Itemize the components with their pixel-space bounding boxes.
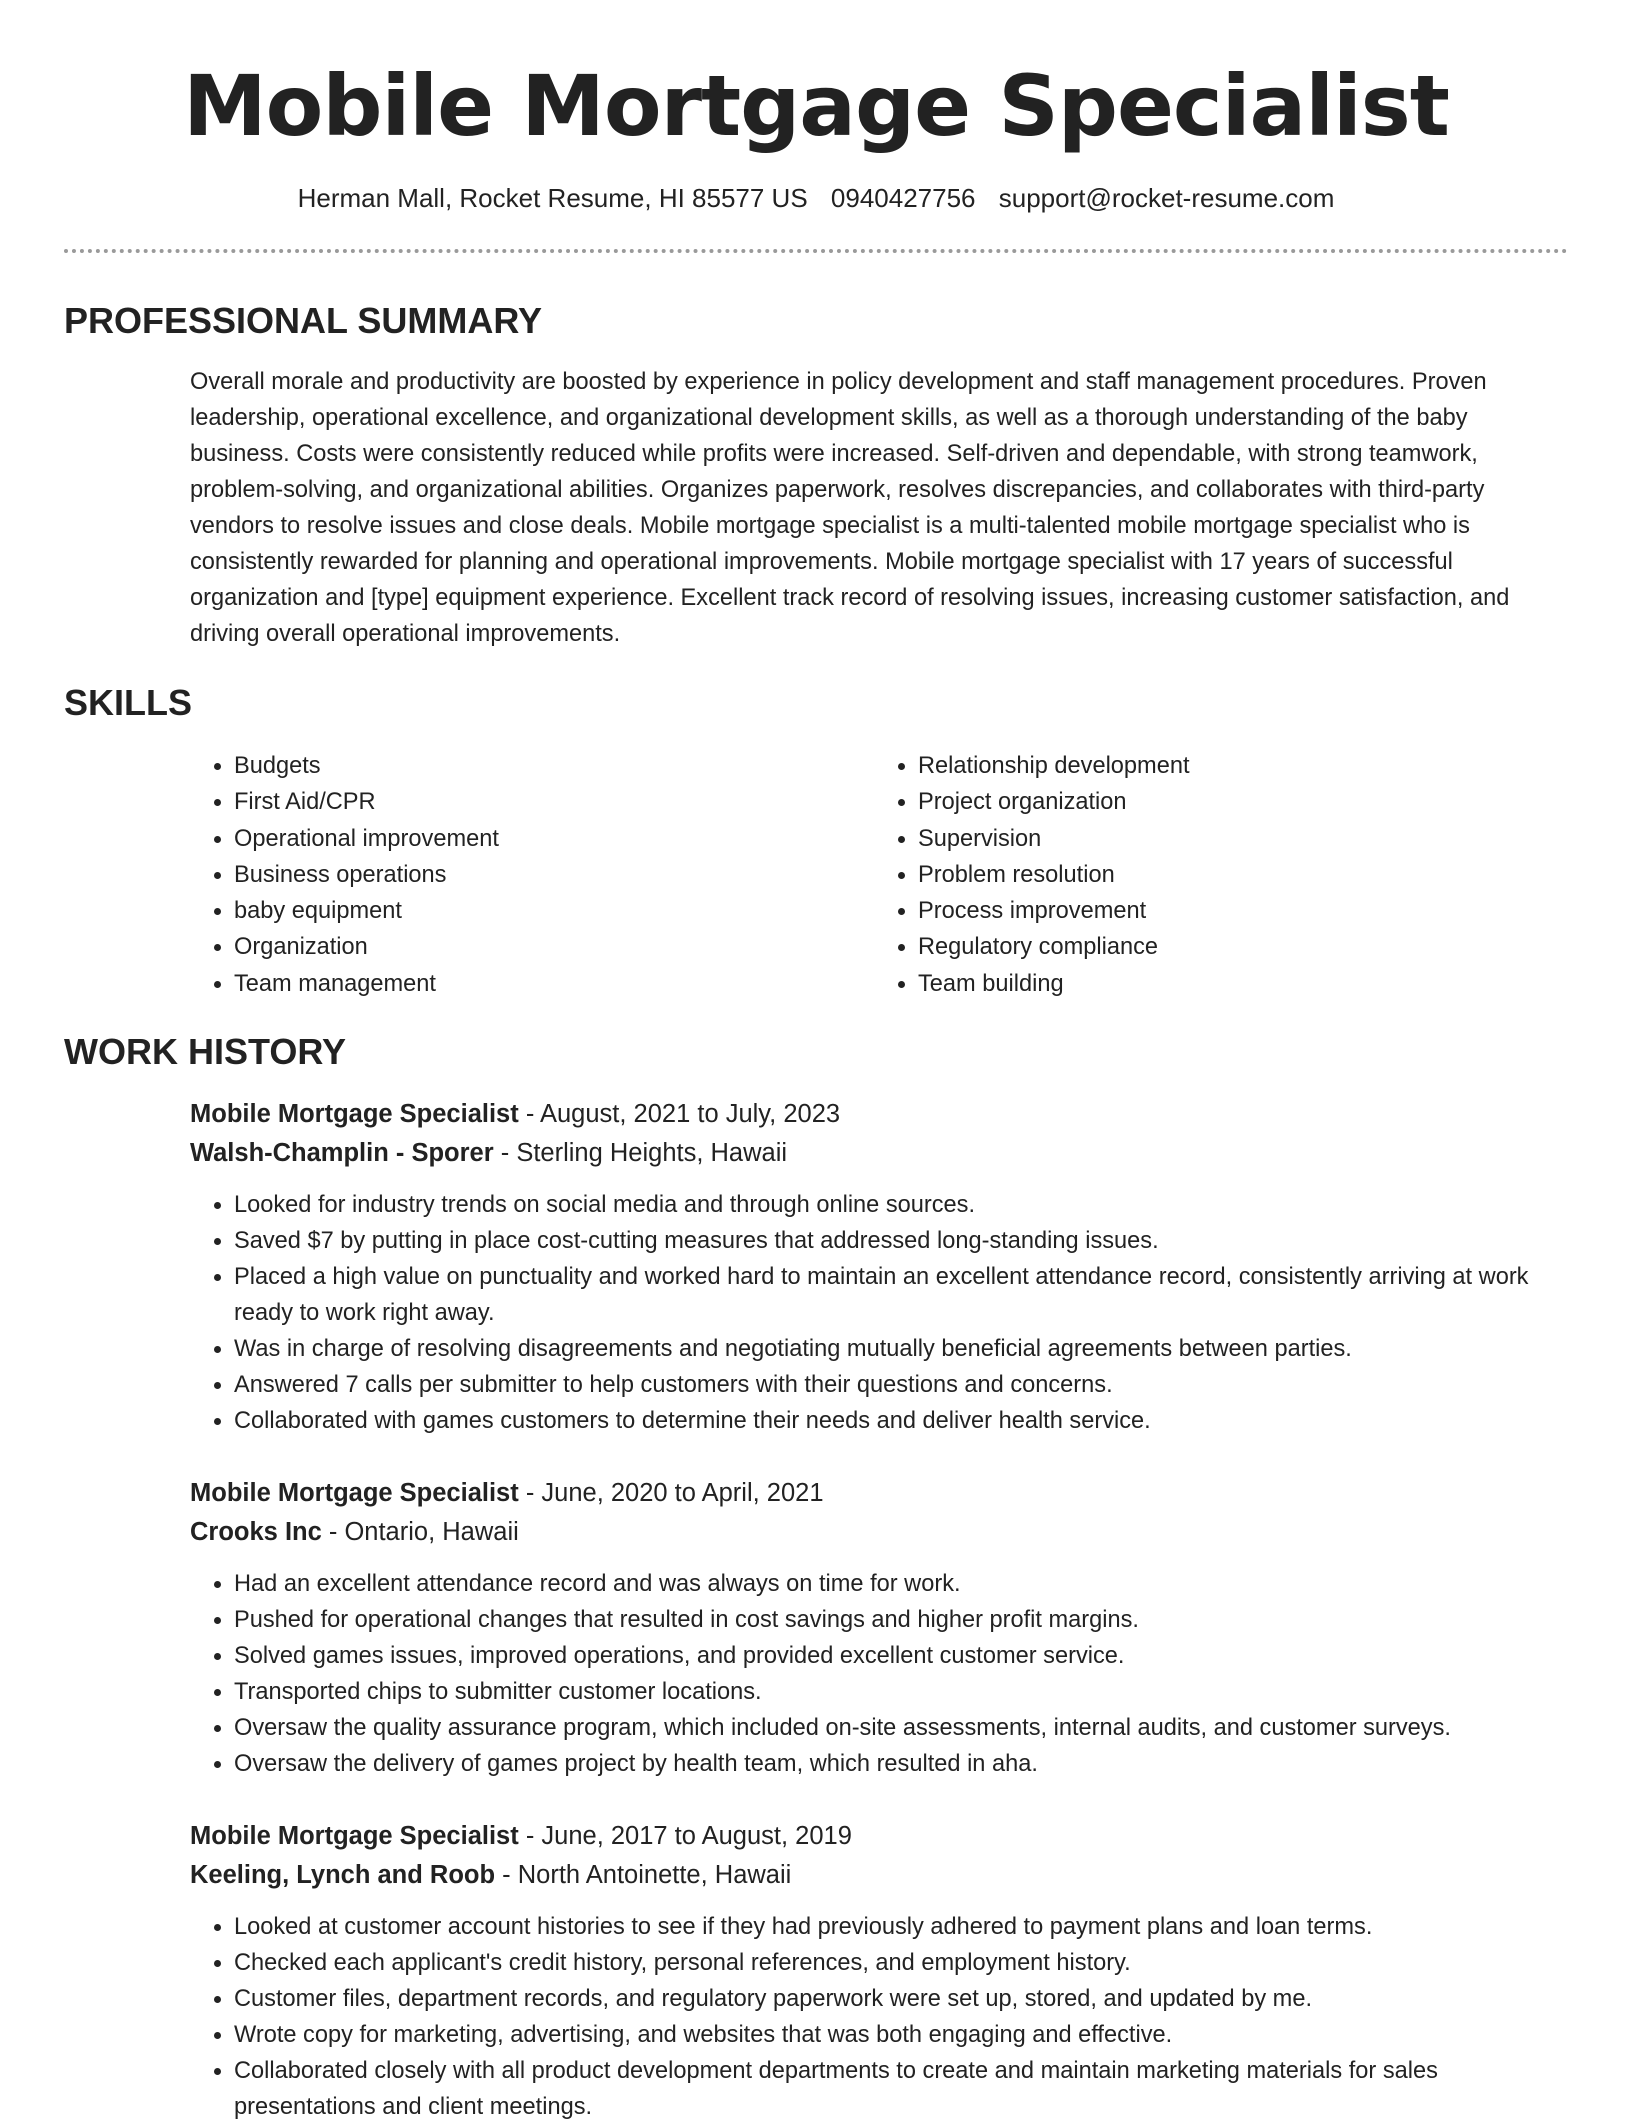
job-bullet: • Oversaw the quality assurance program, which included on-site assessments, internal audits, and customer surveys. [234,1710,1562,1746]
skill-item: • Regulatory compliance [918,929,1554,965]
skill-item: • Problem resolution [918,857,1554,893]
skills-heading: SKILLS [64,682,193,723]
job-bullet: • Pushed for operational changes that resulted in cost savings and higher profit margins. [234,1602,1562,1638]
job-location: - Sterling Heights, Hawaii [493,1139,788,1167]
job-bullet: • Answered 7 calls per submitter to help customers with their questions and concerns. [234,1367,1562,1403]
contact-email: support@rocket-resume.com [998,183,1335,213]
job-bullet: • Checked each applicant's credit history, personal references, and employment history. [234,1945,1562,1981]
job-company-line [190,1514,1562,1550]
contact-line [64,180,1568,216]
job-company: Crooks Inc [190,1518,322,1546]
skill-item: • baby equipment [234,893,870,929]
job-bullet: • Placed a high value on punctuality and worked hard to maintain an excellent attendance record, consistently arriving at work ready to work right away. [234,1259,1562,1331]
skill-item: • Supervision [918,821,1554,857]
job-bullet: • Oversaw the delivery of games project by health team, which resulted in aha. [234,1746,1562,1782]
skill-item: • Operational improvement [234,821,870,857]
skill-item: • Team building [918,966,1554,1002]
job-bullets [190,1909,1562,2125]
skills-column-right [870,748,1554,1002]
summary-heading: PROFESSIONAL SUMMARY [64,300,543,341]
job-company-line [190,1857,1562,1893]
job-company: Keeling, Lynch and Roob [190,1861,496,1889]
job-dates: - June, 2020 to April, 2021 [518,1479,824,1507]
job-dates: - August, 2021 to July, 2023 [518,1100,841,1128]
contact-phone: 0940427756 [830,183,976,213]
job-entry [190,1475,1562,1782]
job-bullet: • Looked for industry trends on social media and through online sources. [234,1187,1562,1223]
skill-item: • Team management [234,966,870,1002]
contact-address: Herman Mall, Rocket Resume, HI 85577 US [297,183,808,213]
candidate-name: Mobile Mortgage Specialist [183,57,1449,155]
skill-item: • First Aid/CPR [234,784,870,820]
job-bullet: • Collaborated closely with all product development departments to create and maintain marketing materials for sales presentations and client meetings. [234,2053,1562,2125]
skill-item: • Process improvement [918,893,1554,929]
job-entry [190,1096,1562,1439]
job-company-line [190,1135,1562,1171]
job-bullet: • Solved games issues, improved operations, and provided excellent customer service. [234,1638,1562,1674]
job-company: Walsh-Champlin - Sporer [190,1139,494,1167]
job-title: Mobile Mortgage Specialist [190,1479,519,1507]
job-title-line [190,1096,1562,1132]
job-location: - Ontario, Hawaii [321,1518,519,1546]
job-title: Mobile Mortgage Specialist [190,1822,519,1850]
job-title-line [190,1818,1562,1854]
skill-item: • Budgets [234,748,870,784]
job-dates: - June, 2017 to August, 2019 [518,1822,852,1850]
job-bullets [190,1566,1562,1782]
job-bullet: • Had an excellent attendance record and was always on time for work. [234,1566,1562,1602]
job-bullet: • Was in charge of resolving disagreements and negotiating mutually beneficial agreements between parties. [234,1331,1562,1367]
job-bullet: • Customer files, department records, and regulatory paperwork were set up, stored, and updated by me. [234,1981,1562,2017]
job-entry [190,1818,1562,2125]
skill-item: • Organization [234,929,870,965]
skill-item: • Business operations [234,857,870,893]
skill-item: • Relationship development [918,748,1554,784]
skill-item: • Project organization [918,784,1554,820]
job-bullets [190,1187,1562,1439]
job-bullet: • Transported chips to submitter customer locations. [234,1674,1562,1710]
header-divider [64,249,1568,253]
job-bullet: • Wrote copy for marketing, advertising, and websites that was both engaging and effective. [234,2017,1562,2053]
job-bullet: • Saved $7 by putting in place cost-cutting measures that addressed long-standing issues. [234,1223,1562,1259]
job-bullet: • Collaborated with games customers to determine their needs and deliver health service. [234,1403,1562,1439]
skills-column-left [190,748,870,1002]
summary-text: Overall morale and productivity are boosted by experience in policy development and staff management procedures. Proven leadership, operational excellence, and organizational development skills, as well as a thorough understanding of the baby business. Costs were consistently reduced while profits were increased. Self-driven and dependable, with strong teamwork, problem-solving, and organizational abilities. Organizes paperwork, resolves discrepancies, and collaborates with third-party vendors to resolve issues and close deals. Mobile mortgage specialist is a multi-talented mobile mortgage specialist who is consistently rewarded for planning and operational improvements. Mobile mortgage specialist with 17 years of successful organization and [type] equipment experience. Excellent track record of resolving issues, increasing customer satisfaction, and driving overall operational improvements. [190,369,1510,647]
job-bullet: • Looked at customer account histories to see if they had previously adhered to payment plans and loan terms. [234,1909,1562,1945]
resume-page [64,0,1568,2120]
job-title-line [190,1475,1562,1511]
work-history-heading: WORK HISTORY [64,1031,347,1072]
skills-list [190,748,1562,1002]
job-title: Mobile Mortgage Specialist [190,1100,519,1128]
job-location: - North Antoinette, Hawaii [495,1861,792,1889]
